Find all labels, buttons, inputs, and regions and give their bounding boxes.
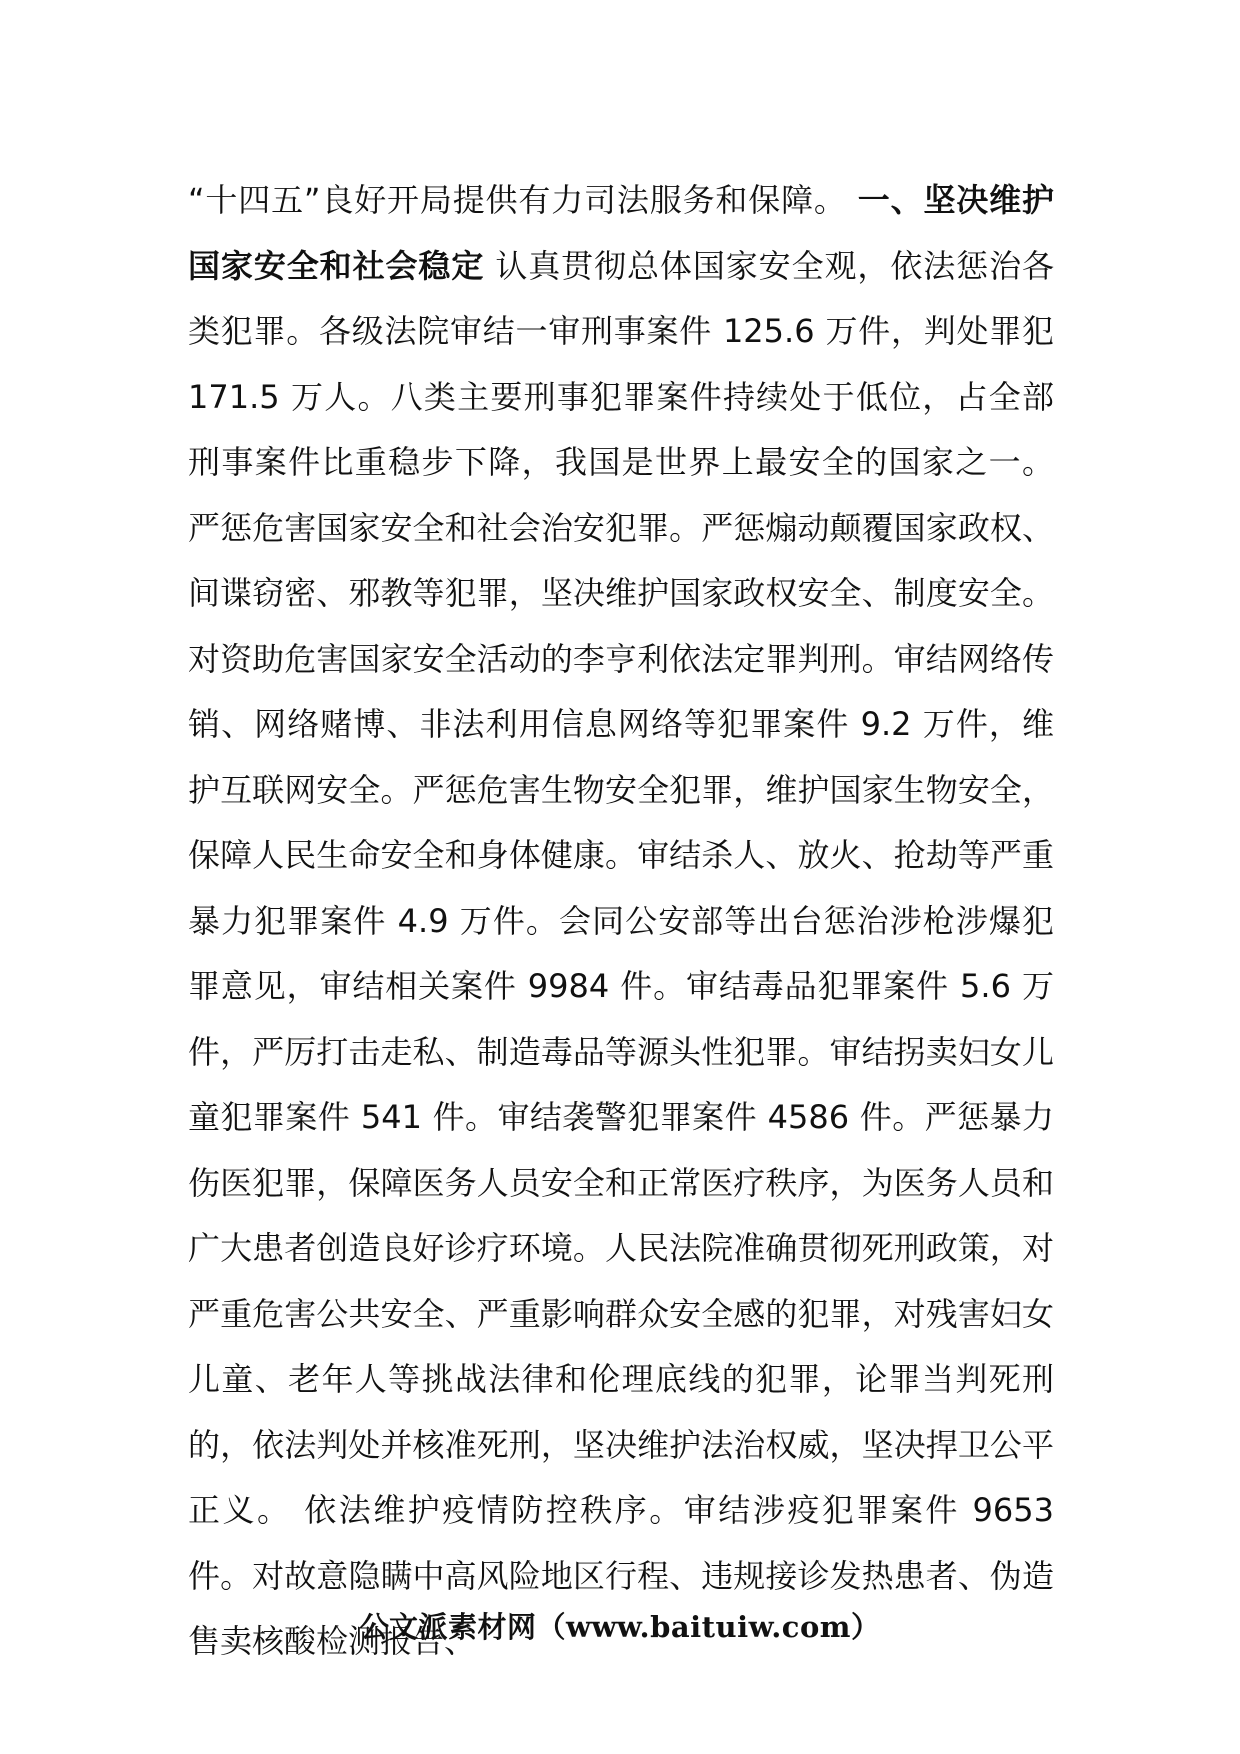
body-paragraph [188, 168, 1054, 1675]
paragraph-text-opening: “十四五”良好开局提供有力司法服务和保障。 [188, 181, 858, 219]
footer-watermark: 公文派素材网（www.baituiw.com） [359, 1610, 881, 1644]
paragraph-text-body: 认真贯彻总体国家安全观，依法惩治各类犯罪。各级法院审结一审刑事案件 125.6 万件，判处罪犯 171.5 万人。八类主要刑事犯罪案件持续处于低位，占全部刑事案件比重稳步下降，我国是世界上最安全的国家之一。 严惩危害国家安全和社会治安犯罪。严惩煽动颠覆国家政权、间谍窃密、邪教等犯罪，坚决维护国家政权安全、制度安全。对资助危害国家安全活动的李亨利依法定罪判刑。审结网络传销、网络赌博、非法利用信息网络等犯罪案件 9.2 万件，维护互联网安全。严惩危害生物安全犯罪，维护国家生物安全，保障人民生命安全和身体健康。审结杀人、放火、抢劫等严重暴力犯罪案件 4.9 万件。会同公安部等出台惩治涉枪涉爆犯罪意见，审结相关案件 9984 件。审结毒品犯罪案件 5.6 万件，严厉打击走私、制造毒品等源头性犯罪。审结拐卖妇女儿童犯罪案件 541 件。审结袭警犯罪案件 4586 件。严惩暴力伤医犯罪，保障医务人员安全和正常医疗秩序，为医务人员和广大患者创造良好诊疗环境。人民法院准确贯彻死刑政策，对严重危害公共安全、严重影响群众安全感的犯罪，对残害妇女儿童、老年人等挑战法律和伦理底线的犯罪，论罪当判死刑的，依法判处并核准死刑，坚决维护法治权威，坚决捍卫公平正义。 依法维护疫情防控秩序。审结涉疫犯罪案件 9653 件。对故意隐瞒中高风险地区行程、违规接诊发热患者、伪造售卖核酸检测报告、 [188, 246, 1054, 1660]
section-heading: 一、坚决维护国家安全和社会稳定 [188, 181, 1054, 285]
